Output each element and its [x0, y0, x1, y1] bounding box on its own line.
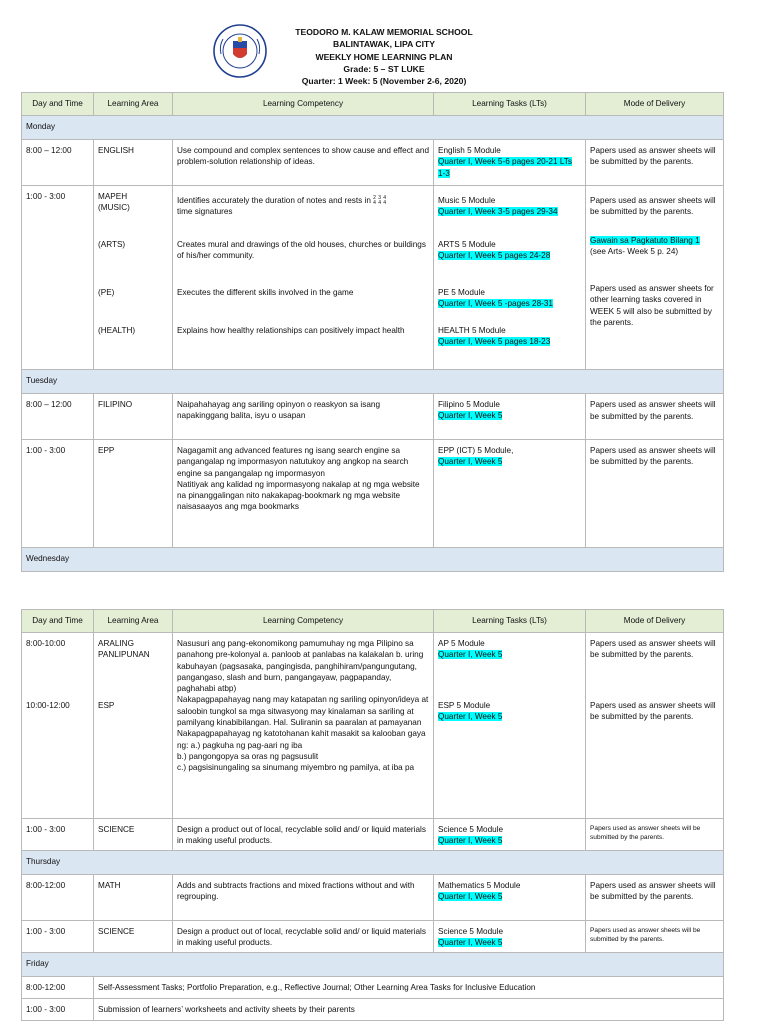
frac-top: 4: [383, 194, 387, 201]
area-health: (HEALTH): [98, 326, 136, 335]
task-module: HEALTH 5 Module: [438, 326, 506, 335]
task-highlight: Quarter I, Week 5: [438, 836, 503, 846]
area-esp: ESP: [98, 701, 115, 710]
competency-cell: Nagagamit ang advanced features ng isang search engine sa pangangalap ng impormasyon natutukoy ang angkop na search engine sa pangangalap ng impormasyon Natitiyak ang kalidad ng impormasyong nakalap at ng mga website na pinanggalingan nito nakakapag-bookmark ng mga website naisasaayos ang mga bookmarks: [173, 440, 434, 548]
task-module: English 5 Module: [438, 146, 501, 155]
school-city: BALINTAWAK, LIPA CITY: [332, 39, 435, 50]
col-learning-area: Learning Area: [94, 93, 173, 116]
col-learning-competency: Learning Competency: [173, 93, 434, 116]
col-mode-of-delivery: Mode of Delivery: [586, 610, 724, 633]
col-learning-tasks: Learning Tasks (LTs): [434, 93, 586, 116]
task-highlight: Quarter I, Week 5 -pages 28-31: [438, 299, 553, 309]
school-name: TEODORO M. KALAW MEMORIAL SCHOOL: [295, 27, 473, 37]
table-row: [22, 819, 724, 851]
mode-ap: Papers used as answer sheets will be submitted by the parents.: [590, 639, 716, 660]
task-module: PE 5 Module: [438, 288, 485, 297]
tasks-cell: [434, 394, 586, 440]
competency-cell: Naipahahayag ang sariling opinyon o reaskyon sa isang napakinggang balita, isyu o usapan: [173, 394, 434, 440]
competency-cell: Design a product out of local, recyclable solid and/ or liquid materials in making useful products.: [173, 819, 434, 851]
area-araling-panlipunan: ARALING PANLIPUNAN: [98, 639, 150, 660]
col-mode-of-delivery: Mode of Delivery: [586, 93, 724, 116]
tasks-cell: [434, 921, 586, 953]
area-cell: ENGLISH: [94, 140, 173, 186]
mode-arts: [590, 233, 719, 283]
task-highlight: Quarter I, Week 5-6 pages 20-21 LTs 1-3: [438, 157, 572, 178]
time-cell: 1:00 - 3:00: [22, 999, 94, 1021]
frac-bottom: 4: [373, 199, 376, 206]
tasks-cell: [434, 186, 586, 370]
task-pe: [438, 287, 581, 325]
task-arts: [438, 239, 581, 287]
plan-title: WEEKLY HOME LEARNING PLAN: [315, 51, 453, 62]
table-row: [22, 999, 724, 1021]
competency-pe: Executes the different skills involved in the game: [177, 288, 354, 297]
competency-cell: Design a product out of local, recyclable solid and/ or liquid materials in making useful products.: [173, 921, 434, 953]
table-row: [22, 140, 724, 186]
competency-cell: Adds and subtracts fractions and mixed fractions without and with regrouping.: [173, 875, 434, 921]
time-cell: [22, 633, 94, 819]
time-cell: 8:00-12:00: [22, 875, 94, 921]
day-row-tuesday: [22, 370, 724, 394]
competency-cell: Use compound and complex sentences to show cause and effect and problem-solution relationship of ideas.: [173, 140, 434, 186]
task-highlight: Quarter I, Week 5: [438, 457, 503, 467]
competency-cell: [173, 186, 434, 370]
mode-cell: Papers used as answer sheets will be submitted by the parents.: [586, 819, 724, 851]
competency-arts: Creates mural and drawings of the old houses, churches or buildings of his/her community.: [177, 240, 426, 261]
task-module: Music 5 Module: [438, 196, 496, 205]
fraction-3-4: [378, 196, 381, 206]
day-row-monday: [22, 116, 724, 140]
task-highlight: Quarter I, Week 5 pages 18-23: [438, 337, 551, 347]
area-cell: SCIENCE: [94, 921, 173, 953]
time-cell: 8:00 – 12:00: [22, 140, 94, 186]
competency-music: [177, 191, 429, 239]
task-highlight: Quarter I, Week 5: [438, 712, 503, 722]
task-module: Science 5 Module: [438, 825, 504, 834]
area-mapeh-music: MAPEH (MUSIC): [98, 192, 130, 213]
col-day-time: Day and Time: [22, 610, 94, 633]
task-module: ESP 5 Module: [438, 701, 491, 710]
mode-music: Papers used as answer sheets will be submitted by the parents.: [590, 196, 716, 217]
col-learning-area: Learning Area: [94, 610, 173, 633]
day-label: Friday: [22, 953, 724, 977]
mode-highlight: Gawain sa Pagkatuto Bilang 1: [590, 236, 700, 245]
task-module: Mathematics 5 Module: [438, 881, 521, 890]
tasks-cell: [434, 633, 586, 819]
task-module: Science 5 Module: [438, 927, 504, 936]
day-row-friday: [22, 953, 724, 977]
task-highlight: Quarter I, Week 5: [438, 938, 503, 948]
time-cell: 1:00 - 3:00: [22, 921, 94, 953]
table-row: [22, 394, 724, 440]
day-row-thursday: [22, 851, 724, 875]
time-cell: 8:00 – 12:00: [22, 394, 94, 440]
mode-esp: Papers used as answer sheets will be submitted by the parents.: [590, 701, 716, 722]
area-cell: [94, 186, 173, 370]
header-text-block: [0, 26, 768, 87]
day-label: Tuesday: [22, 370, 724, 394]
day-label: Thursday: [22, 851, 724, 875]
task-ap: [438, 638, 581, 700]
weekly-plan-table-1: [21, 92, 724, 572]
grade-section: Grade: 5 – ST LUKE: [343, 63, 425, 74]
table-row: [22, 921, 724, 953]
frac-top: 2: [373, 194, 376, 201]
mode-arts-note: (see Arts- Week 5 p. 24): [590, 247, 679, 257]
time-cell: 8:00-12:00: [22, 977, 94, 999]
document-header: [0, 24, 768, 92]
table-row: [22, 875, 724, 921]
weekly-plan-table-2: [21, 609, 724, 1021]
mode-cell: Papers used as answer sheets will be submitted by the parents.: [586, 875, 724, 921]
mode-cell: Papers used as answer sheets will be submitted by the parents.: [586, 394, 724, 440]
task-module: ARTS 5 Module: [438, 240, 496, 249]
tasks-cell: [434, 875, 586, 921]
time-cell: 1:00 - 3:00: [22, 186, 94, 370]
tasks-cell: [434, 819, 586, 851]
table-header-row: [22, 93, 724, 116]
friday-task-cell: Submission of learners’ worksheets and activity sheets by their parents: [94, 999, 724, 1021]
tasks-cell: [434, 140, 586, 186]
tasks-cell: [434, 440, 586, 548]
task-highlight: Quarter I, Week 3-5 pages 29-34: [438, 207, 558, 217]
fraction-2-4: [373, 196, 376, 206]
table-row: [22, 633, 724, 819]
task-esp: [438, 700, 581, 723]
area-cell: EPP: [94, 440, 173, 548]
competency-music-text-2: time signatures: [177, 207, 233, 217]
mode-cell: Papers used as answer sheets will be submitted by the parents.: [586, 440, 724, 548]
fraction-4-4: [383, 196, 386, 206]
task-highlight: Quarter I, Week 5: [438, 411, 503, 421]
task-highlight: Quarter I, Week 5: [438, 650, 503, 660]
frac-bottom: 4: [383, 199, 387, 206]
task-module: EPP (ICT) 5 Module,: [438, 446, 514, 455]
time-cell: 1:00 - 3:00: [22, 440, 94, 548]
mode-cell: [586, 186, 724, 370]
mode-other: Papers used as answer sheets for other learning tasks covered in WEEK 5 will also be submitted by the parents.: [590, 284, 714, 327]
time-ap: 8:00-10:00: [26, 639, 66, 648]
mode-cell: Papers used as answer sheets will be submitted by the parents.: [586, 140, 724, 186]
area-cell: FILIPINO: [94, 394, 173, 440]
competency-health: Explains how healthy relationships can positively impact health: [177, 326, 405, 335]
table-row: [22, 186, 724, 370]
task-module: Filipino 5 Module: [438, 400, 500, 409]
area-cell: [94, 633, 173, 819]
table-row: [22, 977, 724, 999]
day-label: Wednesday: [22, 548, 724, 572]
quarter-week: Quarter: 1 Week: 5 (November 2-6, 2020): [301, 76, 467, 87]
competency-music-text: Identifies accurately the duration of notes and rests in: [177, 196, 371, 205]
table-row: [22, 440, 724, 548]
time-cell: 1:00 - 3:00: [22, 819, 94, 851]
table-header-row: [22, 610, 724, 633]
task-health: [438, 325, 581, 348]
task-module: AP 5 Module: [438, 639, 485, 648]
col-learning-competency: Learning Competency: [173, 610, 434, 633]
day-label: Monday: [22, 116, 724, 140]
day-row-wednesday: [22, 548, 724, 572]
area-cell: MATH: [94, 875, 173, 921]
mode-cell: Papers used as answer sheets will be submitted by the parents.: [586, 921, 724, 953]
friday-task-cell: Self-Assessment Tasks; Portfolio Preparation, e.g., Reflective Journal; Other Learning Area Tasks for Inclusive Education: [94, 977, 724, 999]
area-arts: (ARTS): [98, 240, 126, 249]
col-day-time: Day and Time: [22, 93, 94, 116]
task-music: [438, 191, 581, 239]
col-learning-tasks: Learning Tasks (LTs): [434, 610, 586, 633]
frac-top: 3: [378, 194, 382, 201]
mode-cell: [586, 633, 724, 819]
task-highlight: Quarter I, Week 5: [438, 892, 503, 902]
time-esp: 10:00-12:00: [26, 701, 70, 710]
area-pe: (PE): [98, 288, 115, 297]
competency-cell: Nasusuri ang pang-ekonomikong pamumuhay ng mga Pilipino sa panahong pre-kolonyal a. panloob at panlabas na kalakalan b. uring kabuhayan (pagsasaka, pangingisda, panghihiram/pangungutang, pangangaso, slash and burn, pangangayaw, pagpapanday, paghahabi atbp) Nakapagpapahayag nang may katapatan ng sariling opinyon/ideya at saloobin tungkol sa mga sitwasyong may kinalaman sa sariling at pamilyang kinabibilangan. Hal. Suliranin sa paaralan at pamayanan Nakapagpapahayag ng katotohanan kahit masakit sa kalooban gaya ng: a.) pagkuha ng pag-aari ng iba b.) pangongopya sa oras ng pagsusulit c.) pagsisinungaling sa sinumang miyembro ng pamilya, at iba pa: [173, 633, 434, 819]
area-cell: SCIENCE: [94, 819, 173, 851]
frac-bottom: 4: [378, 199, 382, 206]
task-highlight: Quarter I, Week 5 pages 24-28: [438, 251, 551, 261]
